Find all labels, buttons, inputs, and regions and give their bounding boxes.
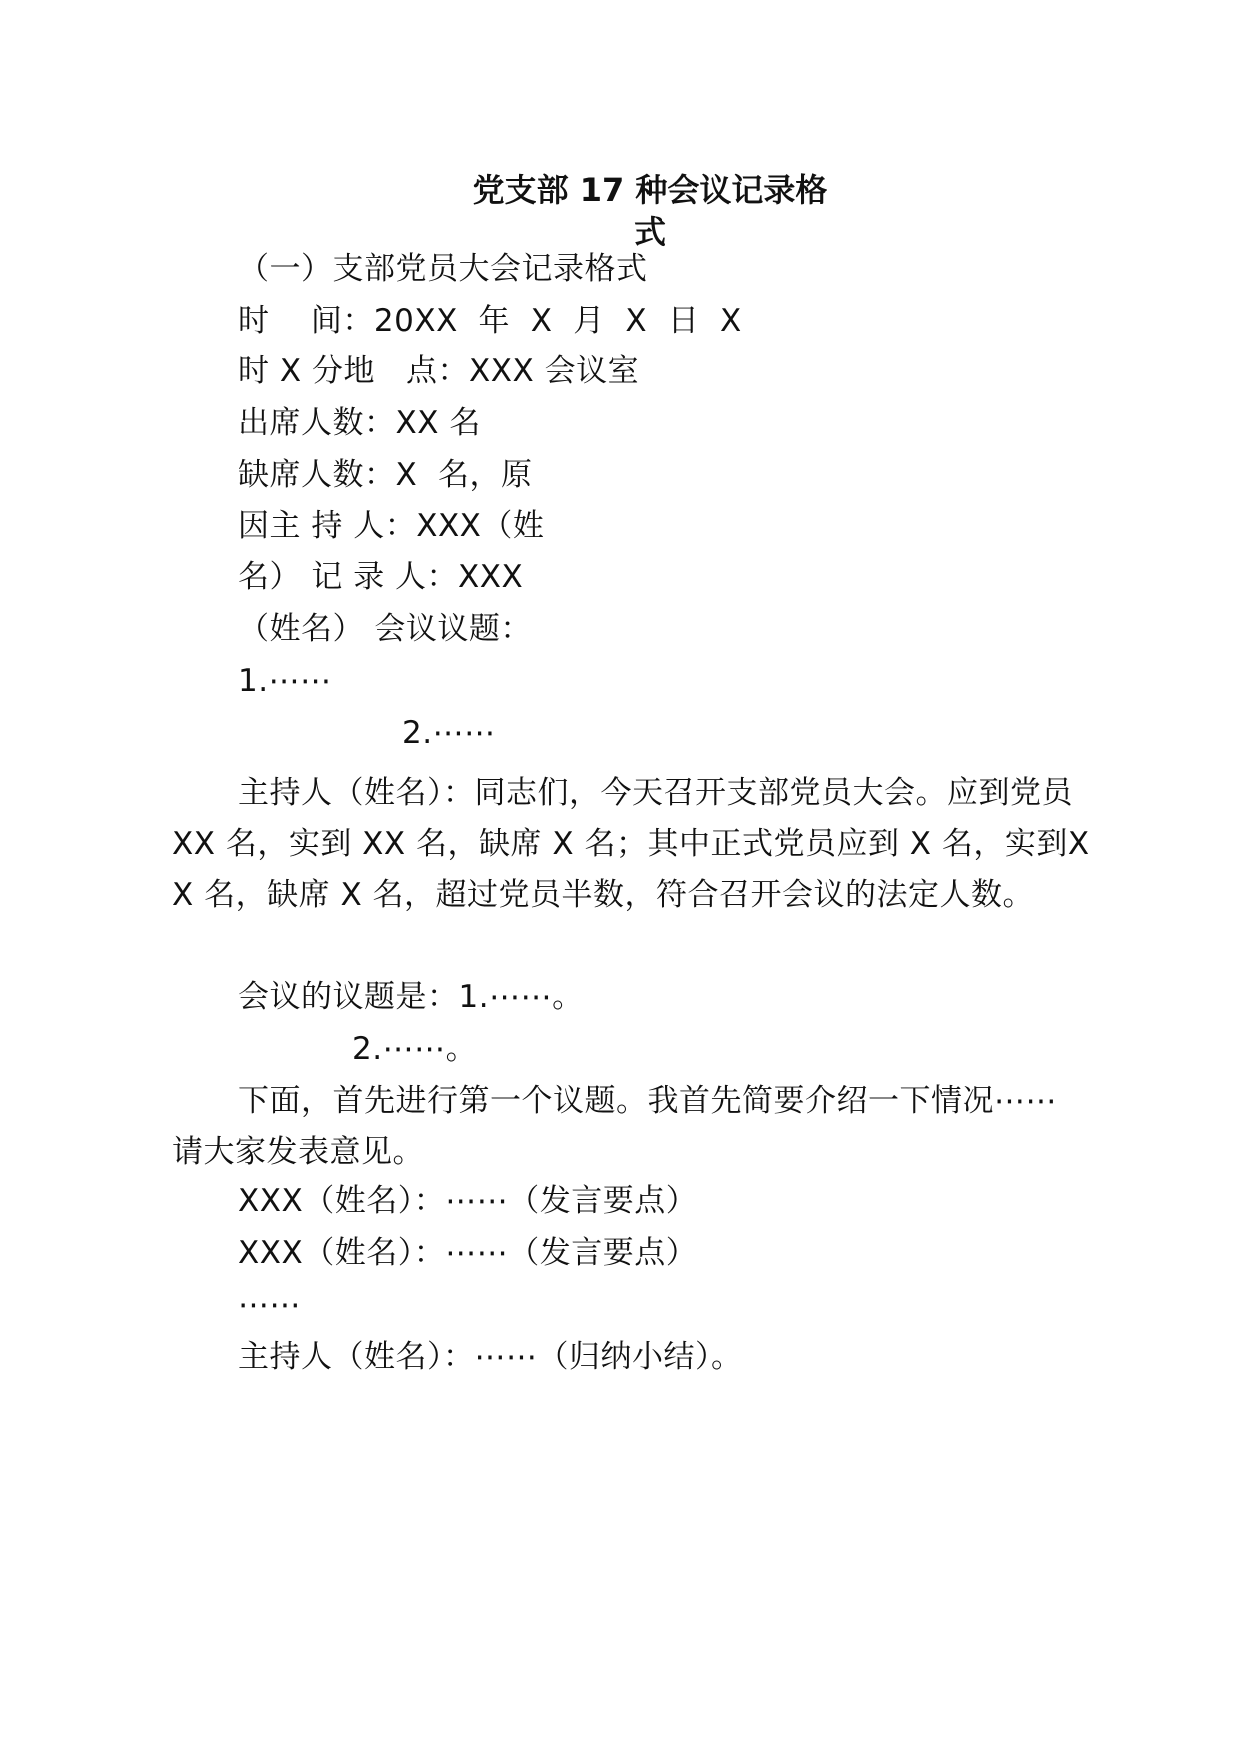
host-summary-line: 主持人（姓名）：⋯⋯（归纳小结）。 [238, 1339, 743, 1375]
document-title-line-1: 党支部 17 种会议记录格 [472, 171, 828, 209]
topics-line-1: 会议的议题是：1.⋯⋯。 [238, 979, 584, 1015]
section-heading: （一）支部党员大会记录格式 [238, 251, 648, 287]
speaker-ellipsis: ⋯⋯ [238, 1287, 301, 1323]
meta-line-agenda-label: （姓名） 会议议题： [238, 611, 532, 647]
meta-line-host: 因主 持 人：XXX（姓 [238, 508, 545, 544]
agenda-item-2: 2.⋯⋯ [402, 715, 496, 751]
opening-paragraph: 主持人（姓名）：同志们，今天召开支部党员大会。应到党员 XX 名，实到 XX 名，缺席 X 名；其中正式党员应到 X 名，实到XX 名，缺席 X 名，超过党员半数，符合召开会议的法定人数。 [172, 775, 1090, 913]
document-title-line-2: 式 [633, 213, 666, 251]
speaker-line-2: XXX（姓名）：⋯⋯（发言要点） [238, 1235, 698, 1271]
meta-line-absence: 缺席人数：X 名，原 [238, 457, 533, 493]
speaker-line-1: XXX（姓名）：⋯⋯（发言要点） [238, 1183, 698, 1219]
topics-line-2: 2.⋯⋯。 [352, 1031, 478, 1067]
meta-line-recorder: 名） 记 录 人：XXX [238, 559, 524, 595]
agenda-item-1: 1.⋯⋯ [238, 663, 332, 699]
meta-line-place: 时 X 分地 点：XXX 会议室 [238, 353, 640, 389]
meta-line-attendance: 出席人数：XX 名 [238, 405, 481, 441]
meta-line-time: 时 间：20XX 年 X 月 X 日 X [238, 303, 742, 339]
first-topic-paragraph: 下面，首先进行第一个议题。我首先简要介绍一下情况⋯⋯ 请大家发表意见。 [172, 1083, 1057, 1170]
